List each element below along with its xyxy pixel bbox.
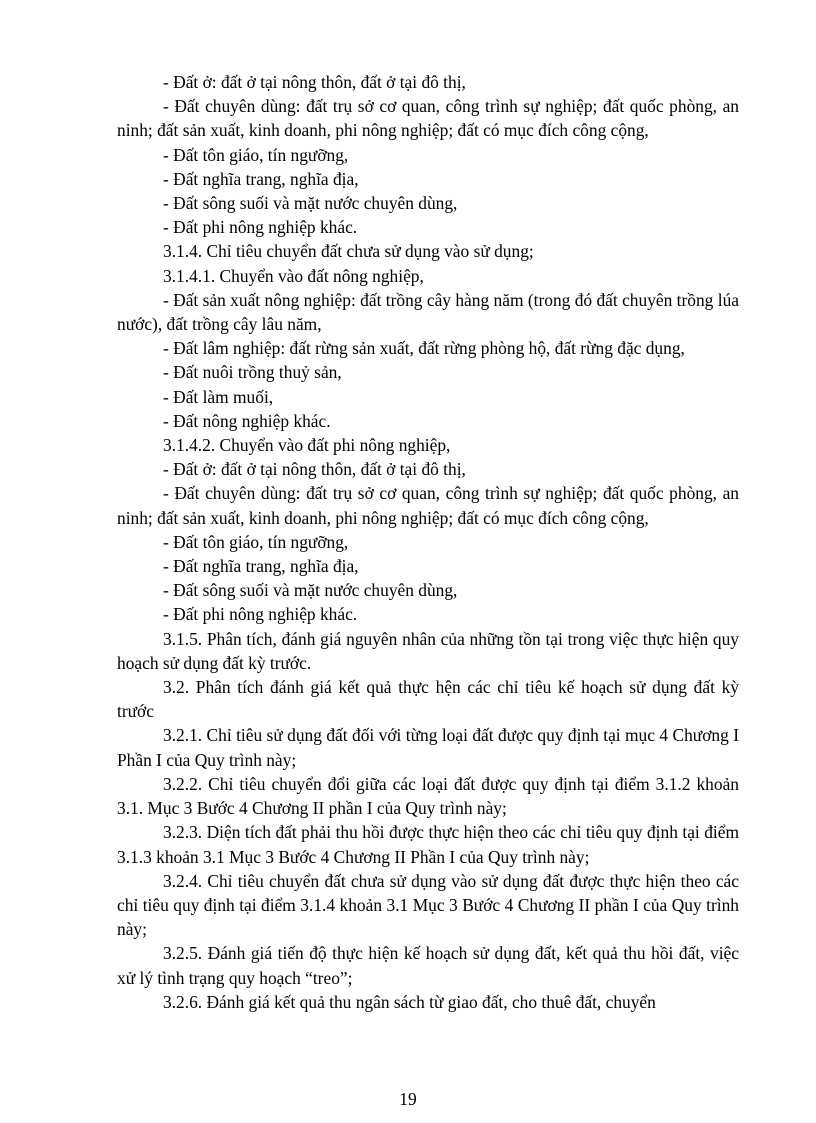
section-heading: 3.1.4.1. Chuyển vào đất nông nghiệp, [163, 265, 424, 286]
section-heading: 3.1.5. Phân tích, đánh giá nguyên nhân của những tồn tại trong việc thực hiện quy hoạch sử dụng đất kỳ trước. [117, 628, 739, 673]
paragraph: - Đất nông nghiệp khác. [163, 410, 331, 431]
paragraph: - Đất sông suối và mặt nước chuyên dùng, [163, 193, 458, 214]
paragraph: - Đất làm muối, [163, 386, 274, 407]
paragraph: - Đất phi nông nghiệp khác. [163, 604, 358, 625]
paragraph: - Đất tôn giáo, tín ngưỡng, [163, 531, 349, 552]
page-number: 19 [399, 1089, 417, 1109]
paragraph: - Đất ở: đất ở tại nông thôn, đất ở tại đô thị, [163, 459, 466, 480]
section-heading: 3.2.6. Đánh giá kết quả thu ngân sách từ giao đất, cho thuê đất, chuyển [163, 991, 656, 1012]
section-heading: 3.1.4.2. Chuyển vào đất phi nông nghiệp, [163, 435, 451, 456]
section-heading: 3.2.5. Đánh giá tiến độ thực hiện kế hoạch sử dụng đất, kết quả thu hồi đất, việc xử lý tình trạng quy hoạch “treo”; [117, 943, 739, 988]
paragraph: - Đất tôn giáo, tín ngưỡng, [163, 144, 349, 165]
section-heading: 3.1.4. Chỉ tiêu chuyển đất chưa sử dụng vào sử dụng; [163, 241, 534, 262]
paragraph: - Đất lâm nghiệp: đất rừng sản xuất, đất rừng phòng hộ, đất rừng đặc dụng, [163, 338, 685, 359]
section-heading: 3.2.4. Chỉ tiêu chuyển đất chưa sử dụng vào sử dụng đất được thực hiện theo các chỉ tiêu quy định tại điểm 3.1.4 khoản 3.1 Mục 3 Bước 4 Chương II phần I của Quy trình này; [117, 870, 739, 940]
document-body [117, 70, 739, 1014]
paragraph: - Đất sản xuất nông nghiệp: đất trồng cây hàng năm (trong đó đất chuyên trồng lúa nước), đất trồng cây lâu năm, [117, 289, 739, 335]
section-heading: 3.2. Phân tích đánh giá kết quả thực hện các chỉ tiêu kế hoạch sử dụng đất kỳ trước [117, 677, 739, 722]
section-heading: 3.2.1. Chỉ tiêu sử dụng đất đối với từng loại đất được quy định tại mục 4 Chương I Phần I của Quy trình này; [117, 725, 739, 770]
paragraph: - Đất nghĩa trang, nghĩa địa, [163, 556, 359, 577]
section-heading: 3.2.2. Chỉ tiêu chuyển đổi giữa các loại đất được quy định tại điểm 3.1.2 khoản 3.1. Mục 3 Bước 4 Chương II phần I của Quy trình này; [117, 773, 739, 819]
section-heading: 3.2.3. Diện tích đất phải thu hồi được thực hiện theo các chỉ tiêu quy định tại điểm 3.1.3 khoản 3.1 Mục 3 Bước 4 Chương II Phần I của Quy trình này; [117, 822, 739, 867]
paragraph: - Đất chuyên dùng: đất trụ sở cơ quan, công trình sự nghiệp; đất quốc phòng, an ninh; đất sản xuất, kinh doanh, phi nông nghiệp; đất có mục đích công cộng, [117, 96, 739, 141]
paragraph: - Đất sông suối và mặt nước chuyên dùng, [163, 580, 458, 601]
paragraph: - Đất nuôi trồng thuỷ sản, [163, 362, 342, 383]
paragraph: - Đất chuyên dùng: đất trụ sở cơ quan, công trình sự nghiệp; đất quốc phòng, an ninh; đất sản xuất, kinh doanh, phi nông nghiệp; đất có mục đích công cộng, [117, 483, 739, 528]
paragraph: - Đất phi nông nghiệp khác. [163, 217, 358, 238]
paragraph: - Đất nghĩa trang, nghĩa địa, [163, 168, 359, 189]
paragraph: - Đất ở: đất ở tại nông thôn, đất ở tại đô thị, [163, 72, 466, 92]
